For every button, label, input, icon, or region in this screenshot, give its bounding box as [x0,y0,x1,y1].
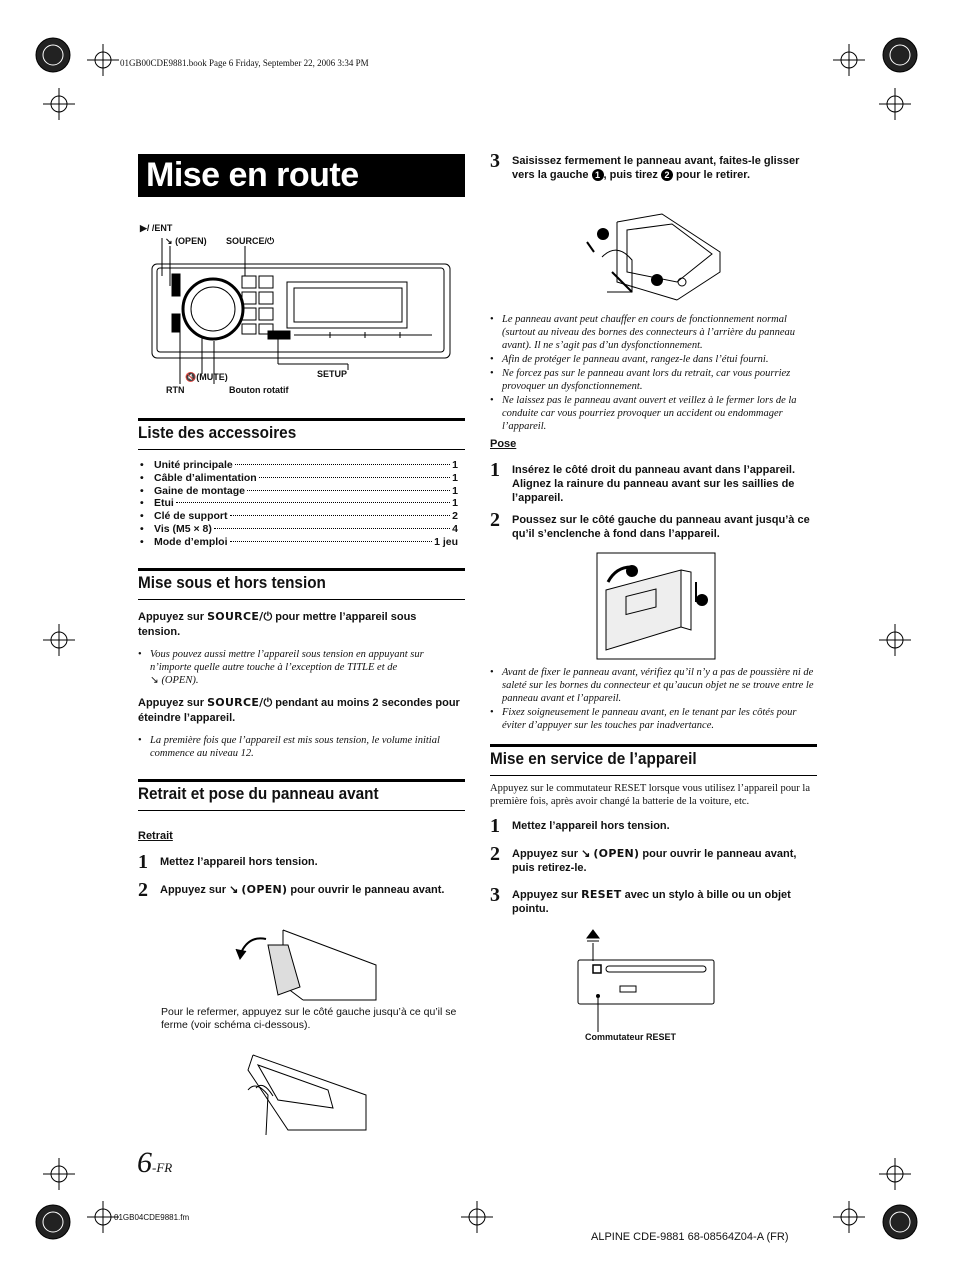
open-icon: ↘ [229,884,239,896]
bullet: • [140,471,144,484]
accessory-qty: 1 [452,497,458,510]
service-intro: Appuyez sur le commutateur RESET lorsque vous utilisez l’appareil pour la première fois, après avoir changé la batterie de la voiture, etc. [490,783,810,807]
power-off-instruction: Appuyez sur SOURCE/⏻ pendant au moins 2 secondes pour éteindre l’appareil. [138,696,460,724]
mute-icon: 🔇 [185,372,197,382]
service-step-3: 3 Appuyez sur RESET avec un stylo à bille ou un objet pointu. [490,884,791,915]
accessory-item [140,459,458,472]
power-icon: ⏻ [263,611,273,623]
power-icon: ⏻ [263,697,273,709]
bullet: • [140,484,144,497]
pose-step-1: 1 Insérez le côté droit du panneau avant dans l’appareil. Alignez la rainure du panneau avant sur les saillies de l’appareil. [490,459,796,504]
leader-dots [230,515,451,516]
leader-dots [259,477,450,478]
pose-step-2: 2 Poussez sur le côté gauche du panneau avant jusqu’à ce qu’il s’enclenche à fond dans l’appareil. [490,509,810,540]
accessory-item [140,510,458,523]
section-heading-panel: Retrait et pose du panneau avant [138,779,465,811]
bullet: • [140,459,144,471]
accessory-qty: 4 [452,522,458,535]
accessory-label: Vis (M5 × 8) [154,522,212,535]
accessory-label: Câble d’alimentation [154,471,257,484]
service-step-2: 2 Appuyez sur ↘ (OPEN) pour ouvrir le panneau avant, puis retirez-le. [490,843,797,874]
circled-number-1: 1 [592,169,604,181]
page-number: 6-FR [137,1146,173,1179]
power-icon: ⏻ [267,236,275,246]
power-on-instruction: Appuyez sur SOURCE/⏻ pour mettre l’appareil sous tension. [138,610,417,638]
book-info: 01GB00CDE9881.book Page 6 Friday, September 22, 2006 3:34 PM [120,58,369,68]
accessory-item [140,472,458,485]
circled-number-2: 2 [661,169,673,181]
bullet: • [140,497,144,510]
label-rotary: Bouton rotatif [229,385,289,395]
panel-close-text: Pour le refermer, appuyez sur le côté gauche jusqu’à ce qu’il se ferme (voir schéma ci-dessous). [161,1006,457,1031]
retrait-step-2: 2 Appuyez sur ↘ (OPEN) pour ouvrir le panneau avant. [138,879,445,901]
open-icon: ↘ [165,236,173,246]
label-setup: SETUP [317,369,348,379]
bullet: • [140,522,144,535]
reset-illustration [576,928,716,1032]
accessory-item [140,523,458,536]
service-step-1: 1 Mettez l’appareil hors tension. [490,815,670,837]
accessory-item [140,536,458,549]
accessory-item [140,497,458,510]
panel-attach-illustration [596,552,716,660]
panel-remove-illustration [582,212,722,304]
page-title: Mise en route [138,154,465,197]
stereo-front-diagram [150,246,452,376]
section-heading-service: Mise en service de l’appareil [490,744,817,776]
power-note-1: • Vous pouvez aussi mettre l’appareil sous tension en appuyant sur n’importe quelle autre touche à l’exception de TITLE et de ↘ (OPEN). [138,648,463,688]
footer-model: ALPINE CDE-9881 68-08564Z04-A (FR) [591,1231,789,1243]
accessory-label: Clé de support [154,510,228,523]
open-icon: ↘ [150,675,159,686]
subheading-retrait: Retrait [138,830,173,842]
leader-dots [176,502,450,503]
attach-notes: • Avant de fixer le panneau avant, vérifiez qu’il n’y a pas de poussière ni de saleté sur les bornes du connecteur et qu’aucun objet ne se trouve entre le panneau avant et l’appareil. • Fixez soigneusement le panneau avant, en le tenant par les côtés pour éviter d’appuyer sur les touches par inadvertance. [490,666,816,733]
accessory-label: Gaine de montage [154,484,246,497]
bullet: • [140,535,144,548]
label-mute: 🔇(MUTE) [185,372,228,382]
retrait-step-3: 3 Saisissez fermement le panneau avant, faites-le glisser vers la gauche 1 , puis tirez 2 pour le retirer. [490,150,800,181]
play-icon: ▶ [140,223,147,233]
retrait-step-1: 1 Mettez l’appareil hors tension. [138,851,318,873]
section-heading-accessories: Liste des accessoires [138,418,465,450]
section-heading-power: Mise sous et hors tension [138,568,465,600]
accessory-label: Mode d’emploi [154,535,228,548]
accessory-qty: 1 [452,459,458,471]
accessories-list [140,459,458,549]
leader-dots [235,464,450,465]
accessory-qty: 1 [452,471,458,484]
open-icon: ↘ [581,848,591,860]
accessory-qty: 1 [452,484,458,497]
subheading-pose: Pose [490,438,517,450]
leader-dots [230,541,433,542]
label-source: SOURCE/⏻ [226,236,275,246]
leader-dots [247,490,450,491]
label-rtn: RTN [166,385,185,395]
accessory-qty: 1 jeu [434,535,458,548]
leader-dots [214,528,450,529]
accessory-label: Etui [154,497,174,510]
panel-open-illustration [228,925,378,1003]
accessory-qty: 2 [452,510,458,523]
accessory-item [140,485,458,498]
label-open: ↘ (OPEN) [165,236,207,246]
footer-file: 01GB04CDE9881.fm [114,1213,190,1222]
label-play-ent: ▶/ /ENT [140,223,173,233]
panel-close-illustration [238,1040,368,1140]
bullet: • [140,510,144,523]
accessory-label: Unité principale [154,459,233,471]
power-note-2: • La première fois que l’appareil est mis sous tension, le volume initial commence au niveau 12. [138,734,463,761]
reset-label: Commutateur RESET [585,1032,677,1042]
removal-notes: • Le panneau avant peut chauffer en cours de fonctionnement normal (surtout au niveau des bornes des connecteurs à l’arrière du panneau avant). Il ne s’agit pas d’un dysfonctionnement. • Afin de protéger le panneau avant, rangez-le dans l’étui fourni. • Ne forcez pas sur le panneau avant lors du retrait, car vous pourriez provoquer un dysfonctionnement. • Ne laissez pas le panneau avant ouvert et veillez à le fermer lors de la conduite car vous pourriez provoquer un accident ou endommager l’appareil. [490,313,816,434]
